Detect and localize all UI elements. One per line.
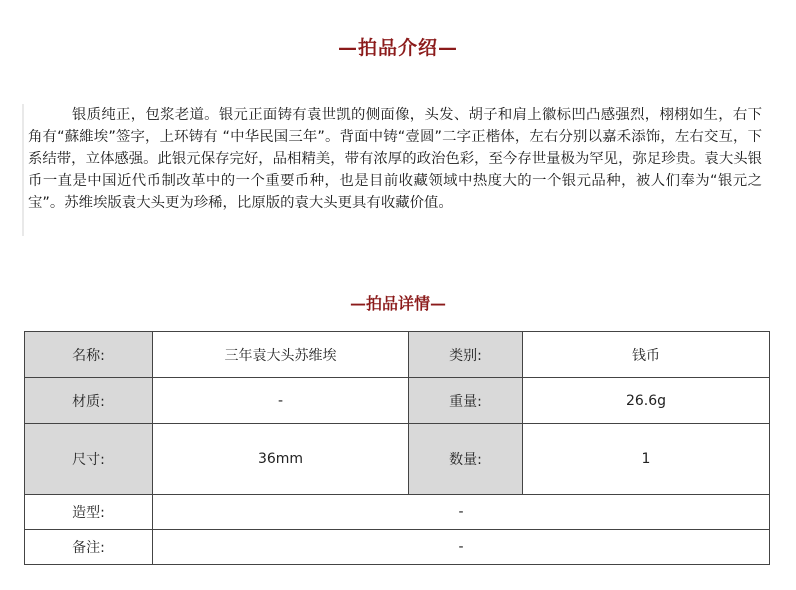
intro-description-text: 银质纯正，包浆老道。银元正面铸有袁世凯的侧面像，头发、胡子和肩上徽标凹凸感强烈，栩栩如生，右下角有“蘇維埃”签字，上环铸有 “中华民国三年”。背面中铸“壹圆”二字正楷体，左右分别以嘉禾添饰，左右交互，下系结带，立体感强。此银元保存完好，品相精美，带有浓厚的政治色彩，至今存世量极为罕见，弥足珍贵。袁大头银币一直是中国近代币制改革中的一个重要币种，也是目前收藏领域中热度大的一个银元品种，被人们奉为“银元之宝”。苏维埃版袁大头更为珍稀，比原版的袁大头更具有收藏价值。 [28, 107, 762, 211]
quantity-value: 1 [523, 424, 770, 495]
shape-label: 造型: [25, 495, 153, 530]
table-row [25, 332, 770, 378]
size-label: 尺寸: [25, 424, 153, 495]
table-row [25, 378, 770, 424]
size-value: 36mm [153, 424, 409, 495]
weight-label: 重量: [409, 378, 523, 424]
category-label: 类别: [409, 332, 523, 378]
table-row [25, 530, 770, 565]
name-label: 名称: [25, 332, 153, 378]
details-table [24, 331, 770, 565]
intro-section-title: —拍品介绍— [337, 37, 458, 59]
category-value: 钱币 [523, 332, 770, 378]
remarks-label: 备注: [25, 530, 153, 565]
remarks-value: - [153, 530, 770, 565]
table-row [25, 495, 770, 530]
intro-description-box [24, 104, 766, 236]
details-section-title: —拍品详情— [349, 294, 446, 313]
weight-value: 26.6g [523, 378, 770, 424]
material-value: - [153, 378, 409, 424]
quantity-label: 数量: [409, 424, 523, 495]
shape-value: - [153, 495, 770, 530]
name-value: 三年袁大头苏维埃 [153, 332, 409, 378]
table-row [25, 424, 770, 495]
material-label: 材质: [25, 378, 153, 424]
